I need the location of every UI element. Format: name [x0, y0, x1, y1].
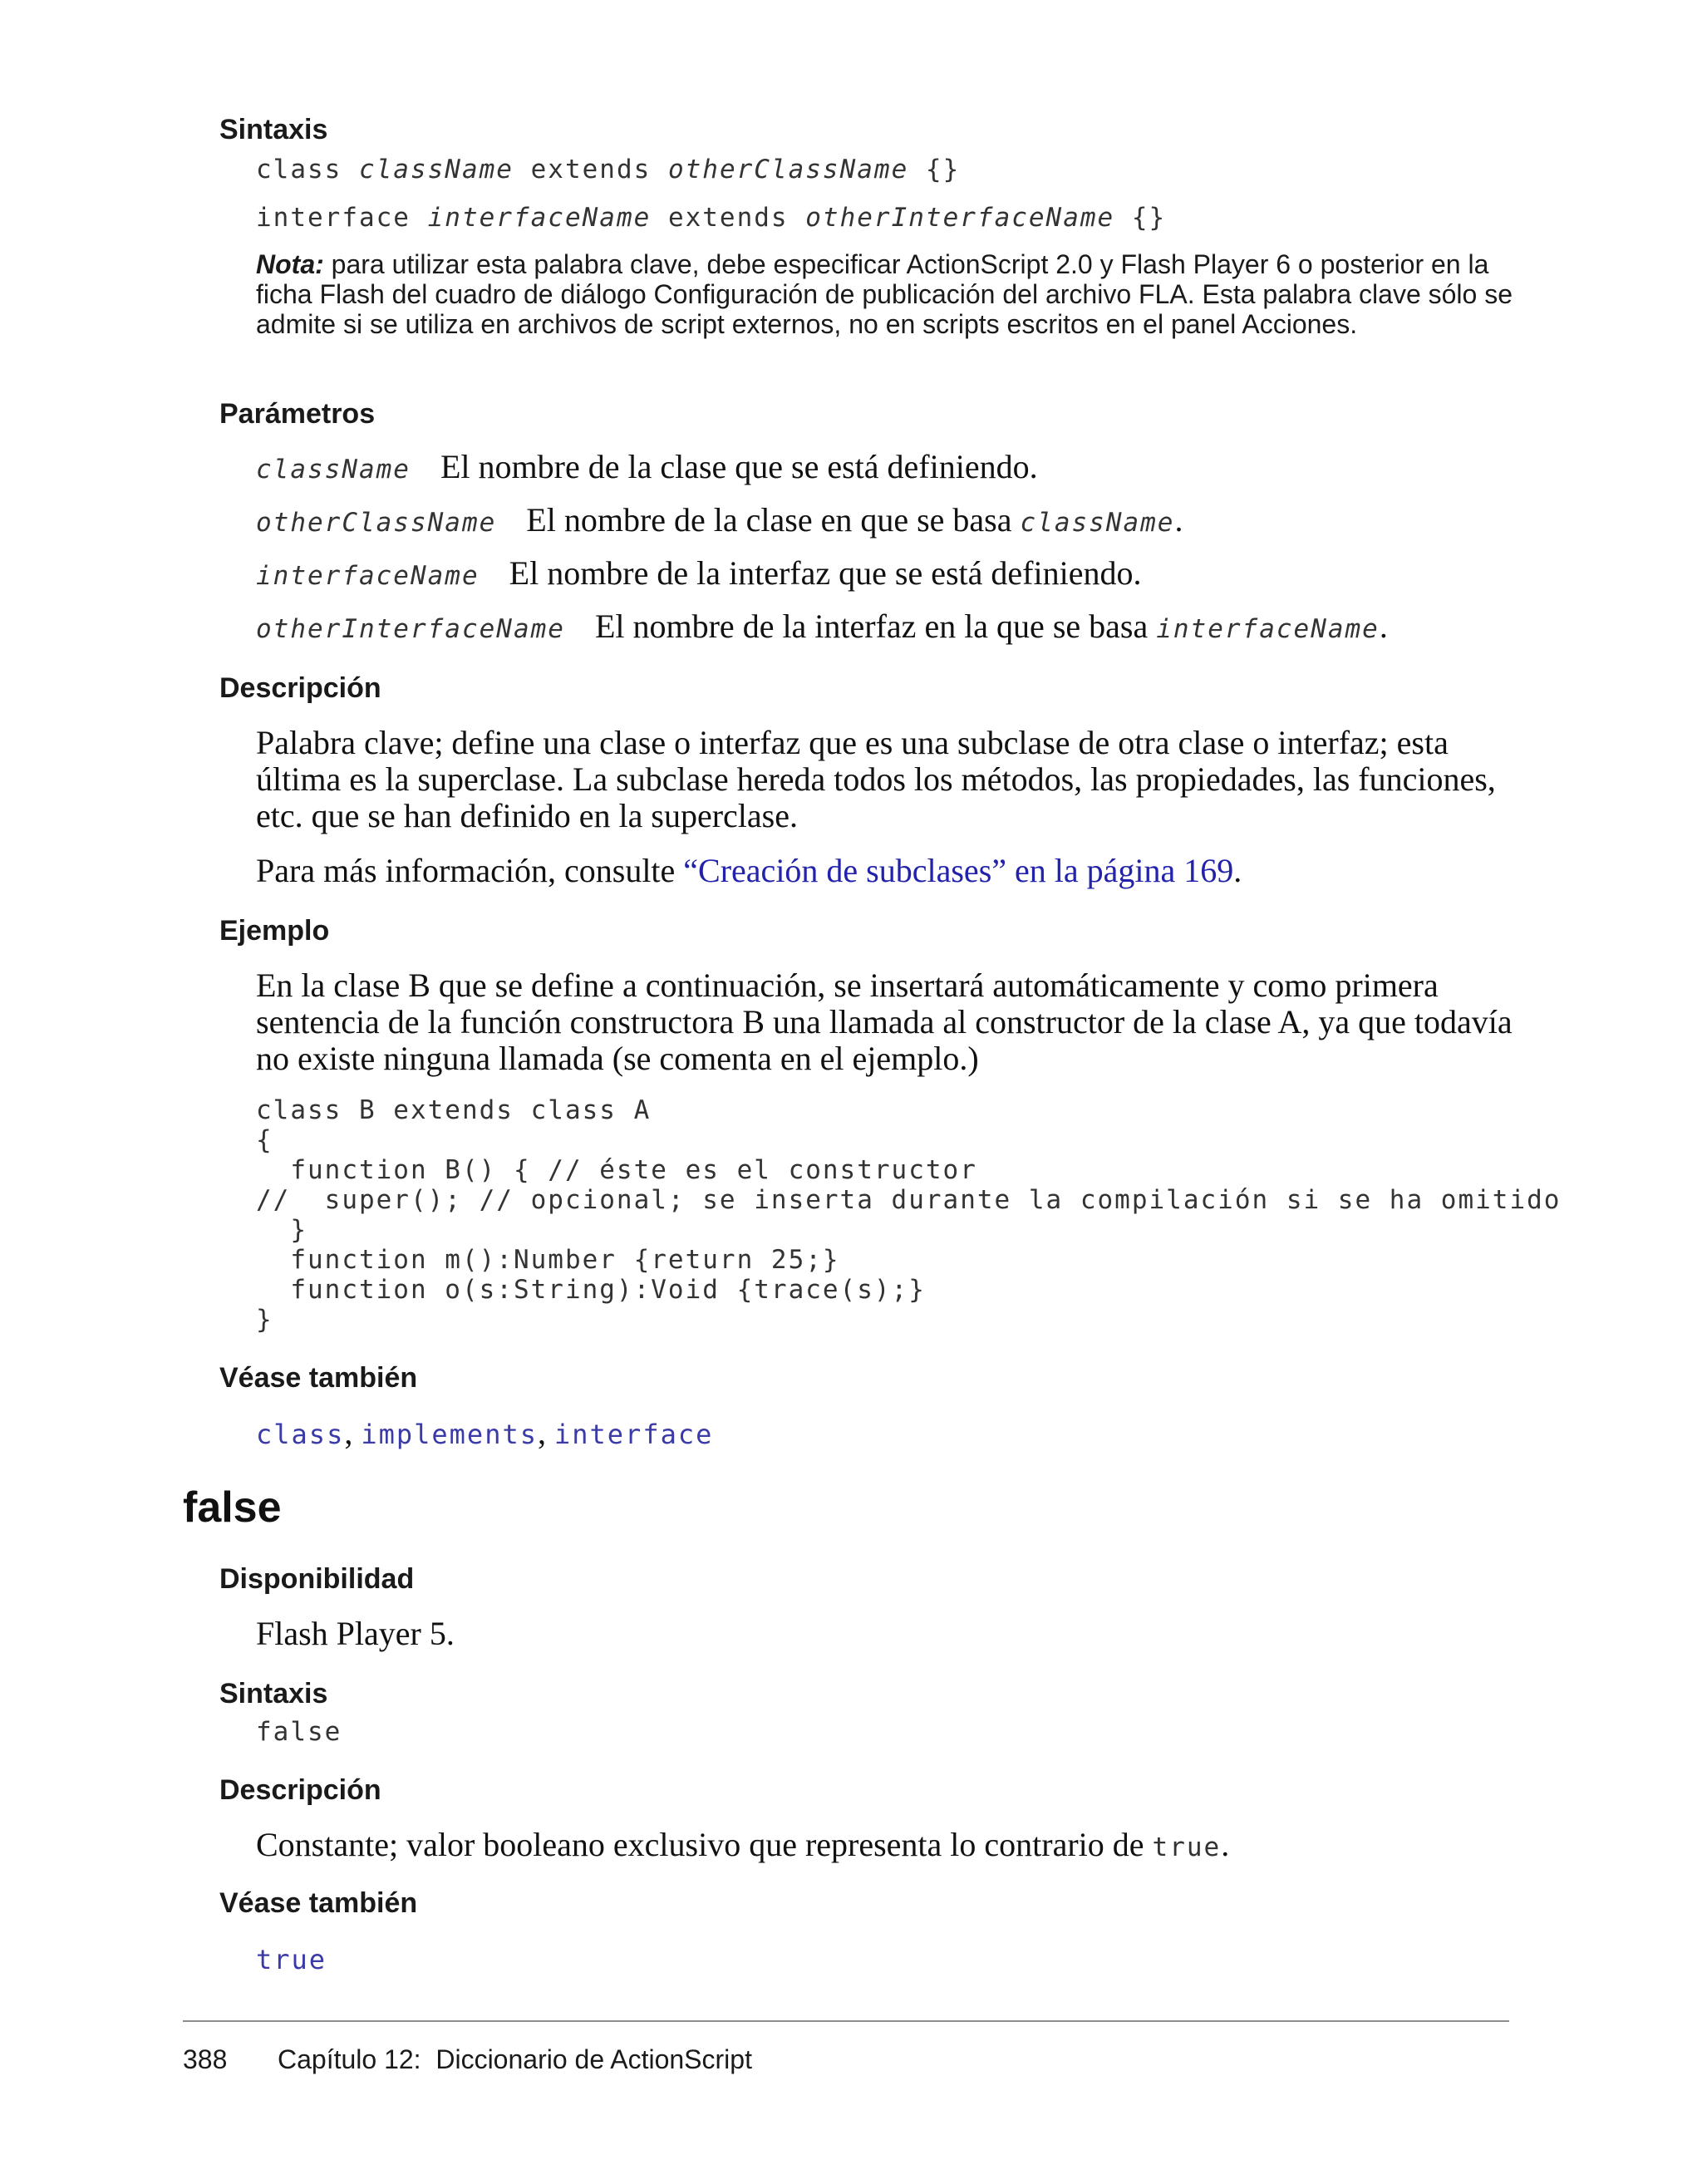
- vease-tambien-heading-false: Véase también: [219, 1887, 418, 1919]
- see-also-links: [256, 1414, 713, 1453]
- syntax-end: {}: [1114, 203, 1167, 233]
- separator: ,: [537, 1414, 554, 1451]
- parametros-heading: Parámetros: [219, 398, 376, 430]
- ejemplo-text: En la clase B que se define a continuación, se insertará automáticamente y como primera sentencia de la función constructora B una llamada al constructor de la clase A, ya que todavía no existe ninguna llamada (se comenta en el ejemplo.): [256, 967, 1513, 1077]
- syntax-line-class: [256, 155, 960, 184]
- param-row: [256, 449, 1038, 493]
- more-info-prefix: Para más información, consulte: [256, 852, 684, 889]
- param-row: [256, 555, 1141, 599]
- param-name: otherInterfaceName: [256, 614, 565, 644]
- note-text: para utilizar esta palabra clave, debe especificar ActionScript 2.0 y Flash Player 6 o posterior en la ficha Flash del cuadro de diálogo Configuración de publicación del archivo FLA. Esta palabra clave sólo se admite si se utiliza en archivos de script externos, no en scripts escritos en el panel Acciones.: [256, 249, 1513, 339]
- descripcion-text-false: [256, 1827, 1519, 1866]
- syntax-keyword: extends: [651, 203, 806, 233]
- syntax-end: {}: [908, 155, 961, 184]
- param-desc-tail: .: [1174, 501, 1183, 539]
- vease-tambien-heading: Véase también: [219, 1362, 418, 1394]
- param-row: [256, 608, 1388, 652]
- param-name: interfaceName: [256, 561, 480, 591]
- syntax-keyword: interface: [256, 203, 428, 233]
- link-implements[interactable]: implements: [361, 1419, 538, 1450]
- sintaxis-heading: Sintaxis: [219, 114, 328, 145]
- param-desc-text: El nombre de la interfaz en la que se basa: [594, 607, 1157, 645]
- page-number: 388: [183, 2044, 228, 2074]
- separator: ,: [344, 1414, 362, 1451]
- note-paragraph: [256, 249, 1519, 339]
- param-name: className: [256, 455, 411, 485]
- disponibilidad-text: Flash Player 5.: [256, 1615, 455, 1652]
- code-example: class B extends class A { function B() { // éste es el constructor // super(); // opcional; se inserta durante la compilación si se ha omitido } function m():Number {return 25;} function o(s:String):Void {trace(s);} }: [256, 1095, 1562, 1335]
- param-desc: [526, 501, 1183, 539]
- param-desc-code: className: [1020, 508, 1175, 538]
- syntax-false: false: [256, 1717, 342, 1747]
- entry-title-false: false: [183, 1483, 282, 1532]
- descripcion-code: true: [1152, 1832, 1222, 1862]
- syntax-arg: otherClassName: [667, 155, 909, 184]
- link-interface[interactable]: interface: [553, 1419, 714, 1450]
- footer-rule: [183, 2020, 1509, 2022]
- sintaxis-heading-false: Sintaxis: [219, 1678, 328, 1709]
- syntax-arg: className: [358, 155, 514, 184]
- descripcion-suffix: .: [1221, 1826, 1230, 1863]
- see-also-links-false: [256, 1940, 327, 1978]
- syntax-line-interface: [256, 203, 1166, 233]
- syntax-arg: otherInterfaceName: [805, 203, 1115, 233]
- param-desc: [595, 607, 1388, 645]
- param-desc-tail: .: [1379, 607, 1388, 645]
- disponibilidad-heading: Disponibilidad: [219, 1563, 415, 1595]
- param-row: [256, 502, 1183, 546]
- more-info-suffix: .: [1233, 852, 1242, 889]
- param-desc-code: interfaceName: [1156, 614, 1380, 644]
- note-label: Nota:: [256, 249, 324, 279]
- more-info-paragraph: [256, 853, 1519, 889]
- creacion-subclases-link[interactable]: “Creación de subclases” en la página 169: [683, 852, 1234, 889]
- descripcion-text: Palabra clave; define una clase o interfaz que es una subclase de otra clase o interfaz; esta última es la superclase. La subclase hereda todos los métodos, las propiedades, las funciones, etc. que se han definido en la superclase.: [256, 724, 1496, 834]
- syntax-keyword: class: [256, 155, 359, 184]
- syntax-keyword: extends: [513, 155, 668, 184]
- descripcion-heading: Descripción: [219, 672, 381, 704]
- chapter-title: Capítulo 12: Diccionario de ActionScript: [278, 2044, 752, 2074]
- link-class[interactable]: class: [256, 1419, 345, 1450]
- link-true[interactable]: true: [256, 1944, 327, 1975]
- descripcion-heading-false: Descripción: [219, 1774, 381, 1806]
- syntax-arg: interfaceName: [427, 203, 652, 233]
- ejemplo-heading: Ejemplo: [219, 915, 330, 947]
- descripcion-prefix: Constante; valor booleano exclusivo que representa lo contrario de: [256, 1826, 1153, 1863]
- param-desc-text: El nombre de la clase en que se basa: [526, 501, 1021, 539]
- param-desc: El nombre de la clase que se está definiendo.: [440, 448, 1038, 485]
- param-desc: El nombre de la interfaz que se está definiendo.: [509, 554, 1142, 592]
- param-name: otherClassName: [256, 508, 497, 538]
